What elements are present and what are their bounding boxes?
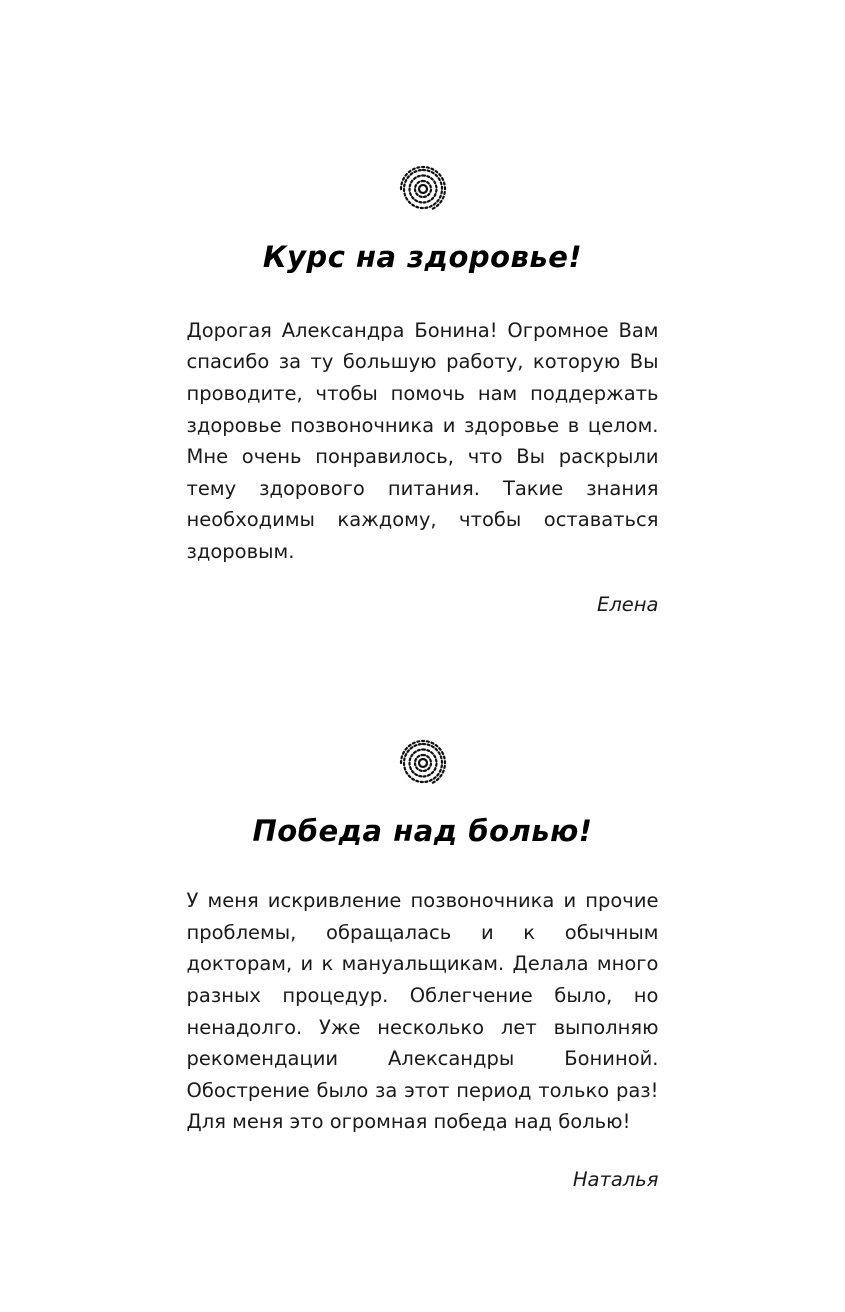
spiral-ornament [391,160,455,218]
testimonial-block-2 [187,734,659,1190]
testimonial-signature: Наталья [572,1167,659,1191]
testimonial-text [187,885,659,1138]
spiral-ornament [391,734,455,792]
testimonial-signature: Елена [597,593,659,617]
testimonial-title: Курс на здоровье! [262,240,583,274]
page-content [187,0,659,1191]
testimonial-block-1 [187,160,659,616]
testimonial-text [187,315,659,568]
testimonial-paragraph: У меня искривление позвоночника и прочие проблемы, обращалась и к обычным докторам, и к мануальщикам. Делала много разных процедур. Облегчение было, но ненадолго. Уже несколько лет выполняю рекомендации Александры Бониной. Обострение было за этот период только раз! Для меня это огромная победа над болью! [186,889,659,1134]
testimonial-paragraph: Дорогая Александра Бонина! Огромное Вам спасибо за ту большую работу, которую Вы проводите, чтобы помочь нам поддержать здоровье позвоночника и здоровье в целом. Мне очень понравилось, что Вы раскрыли тему здорового питания. Такие знания необходимы каждому, чтобы оставаться здоровым. [186,318,659,563]
testimonial-title: Победа над болью! [252,814,593,849]
